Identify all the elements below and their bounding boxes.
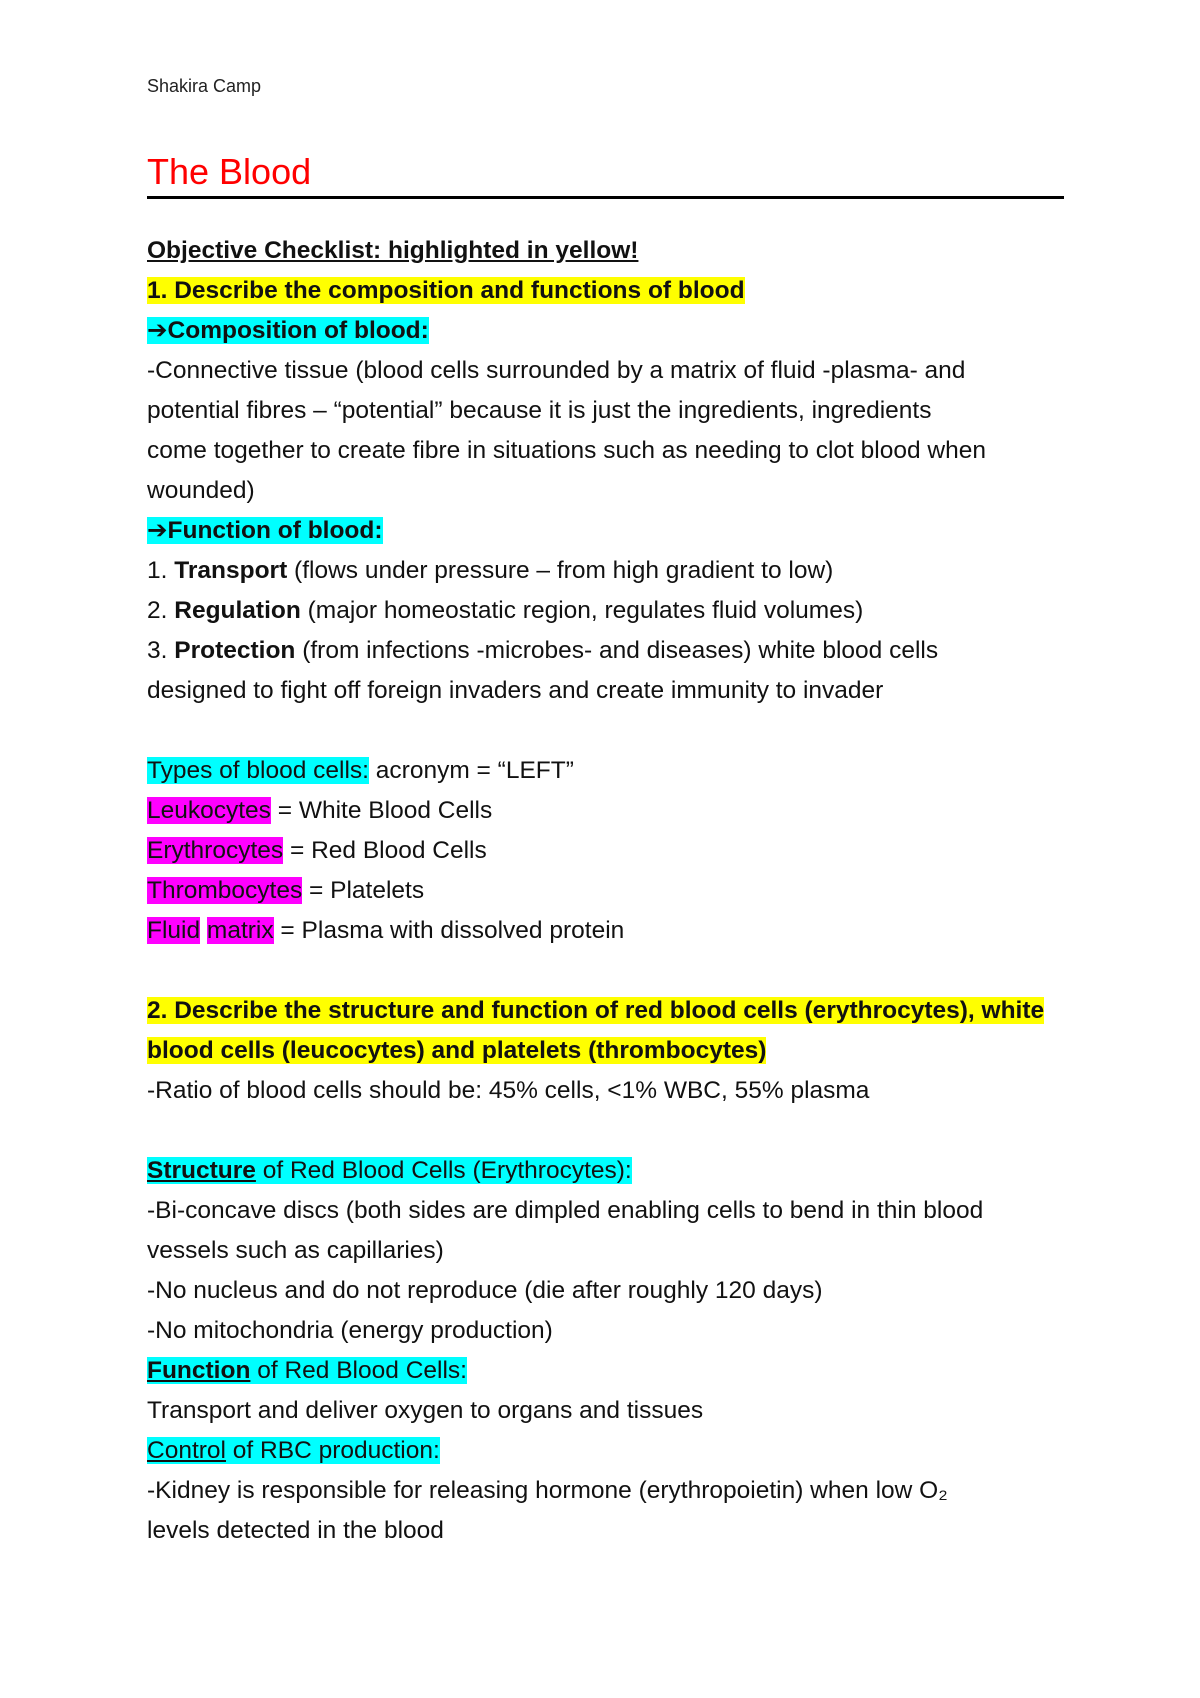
rbc-control-line: levels detected in the blood <box>147 1517 444 1544</box>
rbc-structure-line: -No nucleus and do not reproduce (die after roughly 120 days) <box>147 1277 823 1304</box>
rbc-structure-line: vessels such as capillaries) <box>147 1237 444 1264</box>
objective-2-line: 2. Describe the structure and function of red blood cells (erythrocytes), white <box>147 997 1045 1024</box>
document-body <box>147 231 1067 1551</box>
ratio-line: -Ratio of blood cells should be: 45% cells, <1% WBC, 55% plasma <box>147 1077 870 1104</box>
arrow-right-icon: ➔ <box>147 517 168 544</box>
objective-checklist-heading: Objective Checklist: highlighted in yellow! <box>147 237 639 264</box>
rbc-function-heading: Function of Red Blood Cells: <box>147 1357 467 1384</box>
type-row-erythrocytes: Erythrocytes = Red Blood Cells <box>147 837 487 864</box>
types-heading: Types of blood cells: acronym = “LEFT” <box>147 757 574 784</box>
rbc-structure-line: -No mitochondria (energy production) <box>147 1317 553 1344</box>
rbc-structure-heading: Structure of Red Blood Cells (Erythrocytes): <box>147 1157 632 1184</box>
type-row-thrombocytes: Thrombocytes = Platelets <box>147 877 425 904</box>
composition-line: wounded) <box>147 477 255 504</box>
function-heading: ➔Function of blood: <box>147 517 383 544</box>
arrow-right-icon: ➔ <box>147 317 168 344</box>
composition-line: -Connective tissue (blood cells surrounded by a matrix of fluid -plasma- and <box>147 357 966 384</box>
composition-line: potential fibres – “potential” because it is just the ingredients, ingredients <box>147 397 932 424</box>
type-row-leukocytes: Leukocytes = White Blood Cells <box>147 797 493 824</box>
objective-1: 1. Describe the composition and functions of blood <box>147 277 745 304</box>
function-continuation: designed to fight off foreign invaders and create immunity to invader <box>147 677 884 704</box>
composition-heading: ➔Composition of blood: <box>147 317 429 344</box>
rbc-function-line: Transport and deliver oxygen to organs and tissues <box>147 1397 704 1424</box>
function-item-regulation: 2. Regulation (major homeostatic region, regulates fluid volumes) <box>147 597 864 624</box>
objective-2-line: blood cells (leucocytes) and platelets (thrombocytes) <box>147 1037 767 1064</box>
type-row-fluid-matrix: Fluid matrix = Plasma with dissolved protein <box>147 917 625 944</box>
page-title: The Blood <box>147 150 1064 199</box>
rbc-control-heading: Control of RBC production: <box>147 1437 440 1464</box>
rbc-structure-line: -Bi-concave discs (both sides are dimpled enabling cells to bend in thin blood <box>147 1197 984 1224</box>
function-item-transport: 1. Transport (flows under pressure – from high gradient to low) <box>147 557 834 584</box>
function-item-protection: 3. Protection (from infections -microbes- and diseases) white blood cells <box>147 637 939 664</box>
rbc-control-line: -Kidney is responsible for releasing hormone (erythropoietin) when low O₂ <box>147 1477 948 1504</box>
author-name: Shakira Camp <box>147 76 262 96</box>
composition-line: come together to create fibre in situations such as needing to clot blood when <box>147 437 986 464</box>
